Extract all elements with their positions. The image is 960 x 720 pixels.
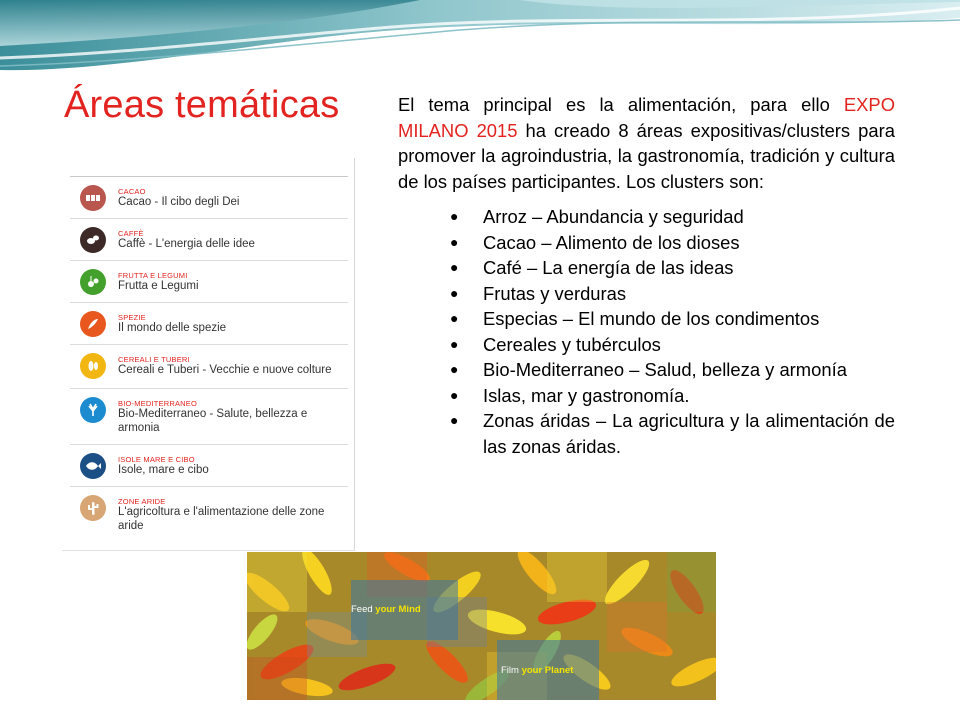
cluster-name: L'agricoltura e l'alimentazione delle zone aride <box>118 506 325 532</box>
bullet-icon: ● <box>450 284 459 301</box>
cluster-name: Cereali e Tuberi - Vecchie e nuove colture <box>118 364 332 376</box>
cluster-item-cereali[interactable] <box>70 344 348 389</box>
header-wave-decoration <box>0 0 960 80</box>
slide-title: Áreas temáticas <box>64 84 340 126</box>
cluster-name: Bio-Mediterraneo - Salute, bellezza e armonia <box>118 408 308 434</box>
list-item: ● Café – La energía de las ideas <box>398 255 895 281</box>
list-item: ● Arroz – Abundancia y seguridad <box>398 204 895 230</box>
bio-mediterraneo-icon <box>80 397 106 423</box>
list-item: ● Cereales y tubérculos <box>398 332 895 358</box>
bullet-icon: ● <box>450 233 459 250</box>
cereal-icon <box>80 353 106 379</box>
bullet-icon: ● <box>450 259 459 275</box>
film-your-planet-caption: Film your Planet <box>501 665 574 676</box>
list-item: ● Islas, mar y gastronomía. <box>398 383 895 409</box>
cluster-name: Il mondo delle spezie <box>118 322 227 334</box>
cluster-item-zone-aride[interactable] <box>70 486 348 543</box>
panel-divider <box>354 158 355 550</box>
bullet-icon: ● <box>450 386 459 403</box>
cluster-item-cacao[interactable] <box>70 176 348 219</box>
cluster-category: FRUTTA E LEGUMI <box>118 271 188 280</box>
cluster-category: SPEZIE <box>118 313 146 322</box>
intro-text-1: El tema principal es la alimentación, para ello <box>398 94 844 115</box>
list-item: ● Zonas áridas – La agricultura y la alimentación de las zonas áridas. <box>450 410 895 457</box>
bullet-icon: ● <box>450 412 459 428</box>
cluster-category: CACAO <box>118 187 146 196</box>
spice-icon <box>80 311 106 337</box>
cluster-category: ZONE ARIDE <box>118 497 166 506</box>
fish-icon <box>80 453 106 479</box>
cluster-item-isole[interactable] <box>70 444 348 487</box>
fruit-icon <box>80 269 106 295</box>
panel-divider <box>62 550 355 551</box>
cluster-name: Caffè - L'energia delle idee <box>118 238 255 250</box>
cactus-icon <box>80 495 106 521</box>
cluster-item-caffe[interactable] <box>70 218 348 261</box>
expo-milano-highlight: EXPO MILANO 2015 <box>398 94 895 141</box>
bullet-icon: ● <box>450 310 459 326</box>
peppers-photo <box>247 552 716 700</box>
cluster-name: Frutta e Legumi <box>118 280 199 292</box>
intro-paragraph <box>398 92 895 194</box>
cluster-category: CAFFÈ <box>118 229 144 238</box>
cluster-name: Isole, mare e cibo <box>118 464 209 476</box>
intro-text-2: ha creado 8 áreas expositivas/clusters para promover la agroindustria, la gastronomía, tradición y cultura de los países participantes. Los clusters son: <box>398 119 895 192</box>
bullet-icon: ● <box>450 208 459 224</box>
cluster-name: Cacao - Il cibo degli Dei <box>118 196 240 208</box>
bullet-icon: ● <box>450 335 459 352</box>
cluster-panel <box>62 158 356 550</box>
cluster-item-spezie[interactable] <box>70 302 348 345</box>
cluster-list <box>398 204 895 459</box>
peppers-image <box>247 552 716 700</box>
cluster-category: CEREALI E TUBERI <box>118 355 190 364</box>
list-item: ● Frutas y verduras <box>398 281 895 307</box>
cacao-icon <box>80 185 106 211</box>
list-item: ● Bio-Mediterraneo – Salud, belleza y armonía <box>398 357 895 383</box>
bullet-icon: ● <box>450 361 459 377</box>
list-item: ● Especias – El mundo de los condimentos <box>398 306 895 332</box>
feed-your-mind-caption: Feed your Mind <box>351 604 421 615</box>
main-text <box>398 92 895 459</box>
coffee-icon <box>80 227 106 253</box>
cluster-category: BIO-MEDITERRANEO <box>118 399 198 408</box>
cluster-category: ISOLE MARE E CIBO <box>118 455 195 464</box>
cluster-item-frutta[interactable] <box>70 260 348 303</box>
list-item: ● Cacao – Alimento de los dioses <box>398 230 895 256</box>
cluster-item-bio-mediterraneo[interactable] <box>70 388 348 445</box>
